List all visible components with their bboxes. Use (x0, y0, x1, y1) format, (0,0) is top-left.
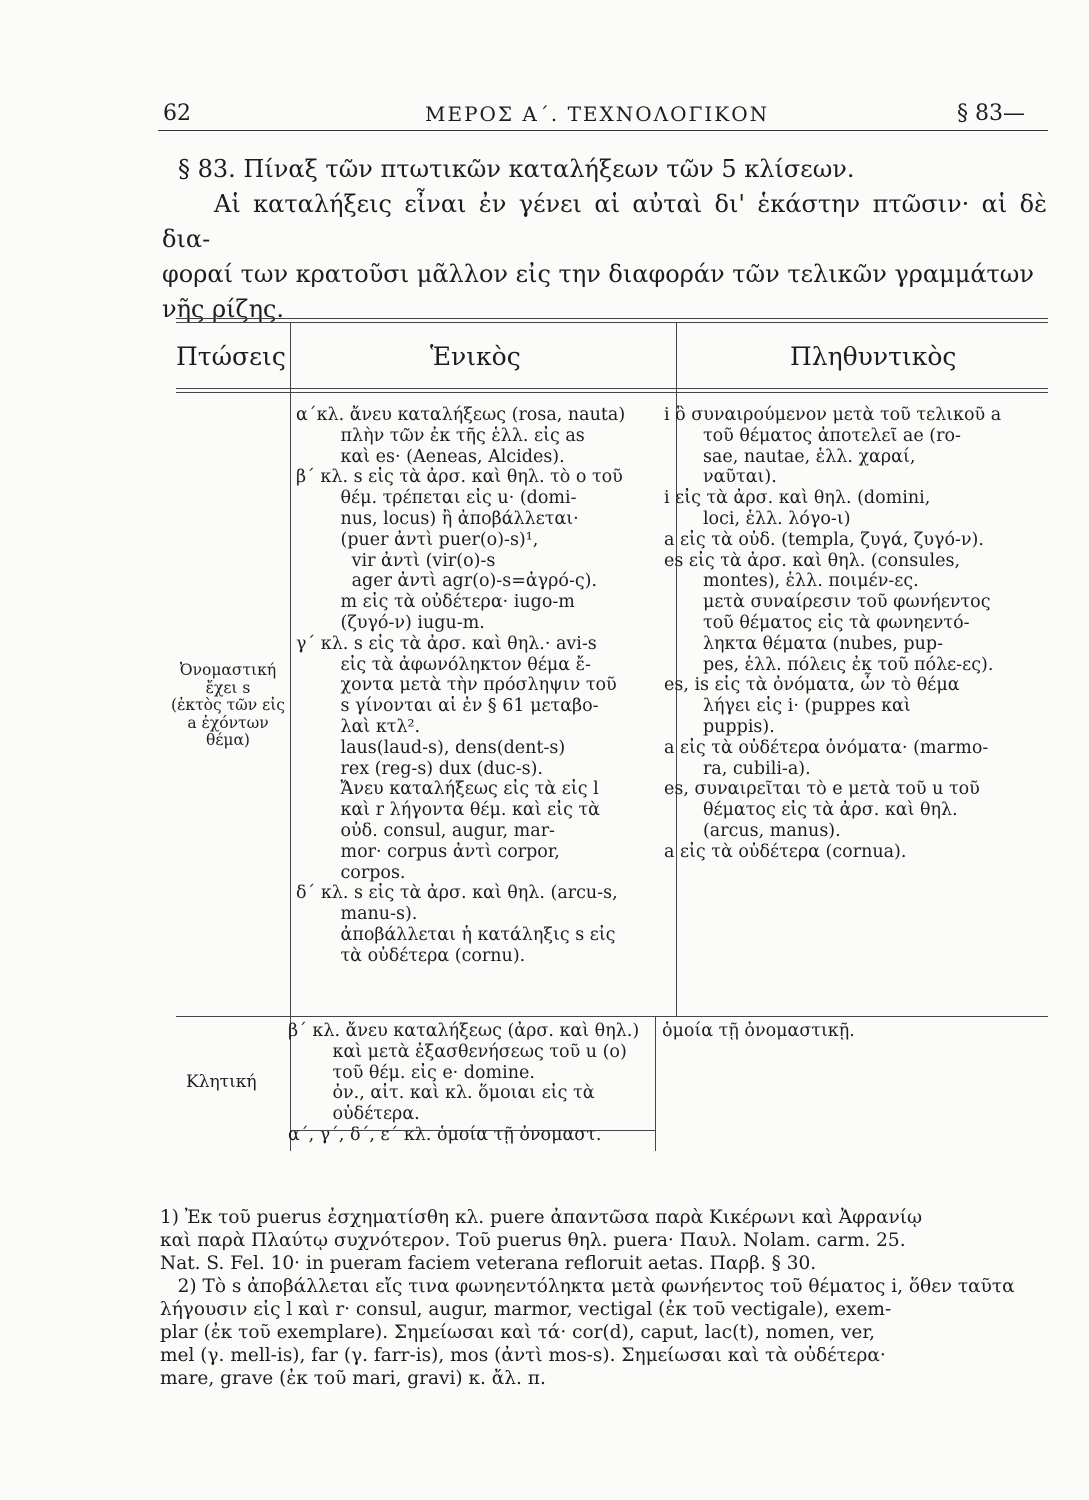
cell-line: ληκτα θέματα (nubes, pup- (664, 633, 943, 654)
cell-line: β΄ κλ. s εἰς τὰ ἀρσ. καὶ θηλ. τὸ o τοῦ (296, 467, 623, 488)
cell-line: δ΄ κλ. s εἰς τὰ ἀρσ. καὶ θηλ. (arcu-s, (296, 883, 618, 904)
intro-line: νῆς ρίζης. (162, 295, 285, 323)
cell-line: a εἰς τὰ οὐδέτερα ὀνόματα· (marmo- (664, 737, 989, 758)
cell-line: i ὃ συναιρούμενον μετὰ τοῦ τελικοῦ a (664, 405, 1002, 425)
cell-line: nus, locus) ἢ ἀποβάλλεται· (296, 508, 579, 529)
cell-line: πλὴν τῶν ἐκ τῆς ἑλλ. εἰς as (296, 425, 585, 446)
header-divider-rule (176, 388, 1048, 389)
cell-line: Ἄνευ καταλήξεως εἰς τὰ εἰς l (296, 779, 599, 800)
row-divider-rule (176, 1016, 1048, 1017)
vocative-subrule (290, 1130, 656, 1131)
cell-line: loci, ἑλλ. λόγο-ι) (664, 508, 851, 529)
cell-line: s γίνονται αἱ ἐν § 61 μεταβο- (296, 696, 599, 717)
page-number: 62 (163, 101, 191, 126)
vocative-singular-cell (288, 1021, 639, 1146)
column-rule-1 (290, 323, 291, 1017)
cell-line: β΄ κλ. ἄνευ καταλήξεως (ἀρσ. καὶ θηλ.) (288, 1021, 640, 1041)
footnote-line: 2) Τὸ s ἀποβάλλεται εἴς τινα φωνηεντόληκτα μετὰ φωνήεντος τοῦ θέματος i, ὅθεν ταῦτα (160, 1276, 1015, 1297)
cell-line: mor· corpus ἀντὶ corpor, (296, 841, 560, 862)
case-vocative: Κλητική (186, 1072, 257, 1092)
cell-line: m εἰς τὰ οὐδέτερα· iugo-m (296, 592, 575, 613)
cell-line: καὶ es· (Aeneas, Alcides). (296, 446, 565, 467)
cell-line: rex (reg-s) dux (duc-s). (296, 758, 543, 779)
section-heading: § 83. Πίναξ τῶν πτωτικῶν καταλήξεων τῶν 5 κλίσεων. (178, 155, 855, 183)
cell-line: es, συναιρεῖται τὸ e μετὰ τοῦ u τοῦ (664, 779, 980, 800)
vocative-plural-cell: ὁμοία τῇ ὀνομαστικῇ. (662, 1021, 855, 1041)
header-plural: Πληθυντικὸς (790, 342, 957, 371)
table-top-rule-2 (176, 322, 1048, 323)
cell-line: puppis). (664, 716, 775, 737)
cell-line: τοῦ θέματος εἰς τὰ φωνηεντό- (664, 612, 970, 633)
footnote-line: plar (ἐκ τοῦ exemplare). Σημείωσαι καὶ τά· cor(d), caput, lac(t), nomen, ver, (160, 1322, 876, 1343)
cell-line: ναῦται). (664, 467, 777, 488)
cell-line: pes, ἑλλ. πόλεις ἐκ τοῦ πόλε-ες). (664, 654, 994, 675)
cell-line: sae, nautae, ἑλλ. χαραί, (664, 446, 916, 467)
footnote-line: 1) Ἐκ τοῦ puerus ἐσχηματίσθη κλ. puere ἀπαντῶσα παρὰ Κικέρωνι καὶ Ἀφρανίῳ (160, 1207, 923, 1228)
table-top-rule (176, 318, 1048, 319)
header-singular: Ἑνικὸς (430, 342, 521, 371)
cell-line: οὐδέτερα. (288, 1104, 420, 1125)
cell-line: λαὶ κτλ². (296, 716, 421, 737)
footnote-line: Nat. S. Fel. 10· in pueram faciem veterana refloruit aetas. Παρβ. § 30. (160, 1253, 817, 1274)
cell-line: (puer ἀντὶ puer(o)-s)¹, (296, 529, 539, 550)
nominative-singular-cell (296, 405, 625, 967)
cell-line: (ζυγό-ν) iugu-m. (296, 612, 485, 633)
cell-line: es, is εἰς τὰ ὀνόματα, ὧν τὸ θέμα (664, 675, 960, 696)
footnote-line: καὶ παρὰ Πλαύτῳ συχνότερον. Τοῦ puerus θηλ. puera· Παυλ. Nolam. carm. 25. (160, 1230, 906, 1251)
running-title: ΜΕΡΟΣ Α΄. ΤΕΧΝΟΛΟΓΙΚΟΝ (425, 102, 770, 126)
header-rule (158, 130, 1048, 131)
intro-line: φοραί των κρατοῦσι μᾶλλον εἰς την διαφοράν τῶν τελικῶν γραμμάτων (162, 260, 1034, 288)
header-cases: Πτώσεις (176, 342, 286, 371)
footnote-line: mare, grave (ἐκ τοῦ mari, gravi) κ. ἄλ. π. (160, 1368, 546, 1389)
cell-line: es εἰς τὰ ἀρσ. καὶ θηλ. (consules, (664, 550, 961, 571)
cell-line: τὰ οὐδέτερα (cornu). (296, 945, 526, 966)
cell-line: εἰς τὰ ἀφωνόληκτον θέμα ἔ- (296, 654, 591, 675)
cell-line: ἀποβάλλεται ἡ κατάληξις s εἰς (296, 924, 616, 945)
cell-line: οὐδ. consul, augur, mar- (296, 820, 555, 841)
cell-line: i εἰς τὰ ἀρσ. καὶ θηλ. (domini, (664, 488, 931, 509)
cell-line: laus(laud-s), dens(dent-s) (296, 737, 566, 758)
intro-paragraph (162, 152, 1047, 327)
cell-line: τοῦ θέματος ἀποτελεῖ ae (ro- (664, 425, 961, 446)
header-divider-rule-2 (176, 392, 1048, 393)
case-label-line: ἔχει s (205, 678, 251, 697)
cell-line: λήγει εἰς i· (puppes καὶ (664, 696, 911, 717)
footnotes (160, 1206, 1047, 1390)
cell-line: θέμ. τρέπεται εἰς u· (domi- (296, 488, 577, 509)
case-label-line: Ὀνομαστική (179, 661, 277, 679)
nominative-plural-cell (664, 405, 1001, 863)
cell-line: καὶ r λήγοντα θέμ. καὶ εἰς τὰ (296, 800, 600, 821)
cell-line: a εἰς τὰ οὐδέτερα (cornua). (664, 841, 907, 862)
footnote-line: λήγουσιν εἰς l καὶ r· consul, augur, marmor, vectigal (ἐκ τοῦ vectigale), exem- (160, 1299, 892, 1320)
intro-line: Αἱ καταλήξεις εἶναι ἐν γένει αἱ αὐταὶ δι' ἑκάστην πτῶσιν· αἱ δὲ δια- (162, 190, 1047, 253)
cell-line: θέματος εἰς τὰ ἀρσ. καὶ θηλ. (664, 800, 958, 821)
cell-line: γ΄ κλ. s εἰς τὰ ἀρσ. καὶ θηλ.· avi-s (296, 633, 597, 654)
cell-line: α΄κλ. ἄνευ καταλήξεως (rosa, nauta) (296, 405, 626, 425)
cell-line: α΄, γ΄, δ΄, ε΄ κλ. ὁμοία τῇ ὀνομαστ. (288, 1124, 602, 1145)
cell-line: corpos. (296, 862, 406, 883)
case-label-line: (ἐκτὸς τῶν εἰς (171, 696, 285, 714)
cell-line: manu-s). (296, 904, 418, 925)
cell-line: vir ἀντὶ (vir(o)-s (296, 550, 496, 571)
cell-line: ra, cubili-a). (664, 758, 811, 779)
cell-line: ὀν., αἰτ. καὶ κλ. ὅμοιαι εἰς τὰ (288, 1083, 595, 1104)
cell-line: μετὰ συναίρεσιν τοῦ φωνήεντος (664, 592, 991, 613)
case-label-line: θέμα) (206, 731, 250, 749)
case-label-line: a ἐχόντων (187, 713, 269, 732)
case-nominative (168, 662, 288, 750)
cell-line: a εἰς τὰ οὐδ. (templa, ζυγά, ζυγό-ν). (664, 529, 984, 550)
cell-line: montes), ἑλλ. ποιμέν-ες. (664, 571, 919, 592)
footnote-line: mel (γ. mell-is), far (γ. farr-is), mos (ἀντὶ mos-s). Σημείωσαι καὶ τὰ οὐδέτερα· (160, 1345, 886, 1366)
cell-line: τοῦ θέμ. εἰς e· domine. (288, 1062, 535, 1083)
cell-line: χοντα μετὰ τὴν πρόσληψιν τοῦ (296, 675, 617, 696)
section-marker: § 83— (957, 101, 1025, 126)
cell-line: καὶ μετὰ ἐξασθενήσεως τοῦ u (o) (288, 1041, 627, 1062)
cell-line: (arcus, manus). (664, 820, 841, 841)
cell-line: ager ἀντὶ agr(o)-s=ἀγρό-ς). (296, 571, 598, 592)
